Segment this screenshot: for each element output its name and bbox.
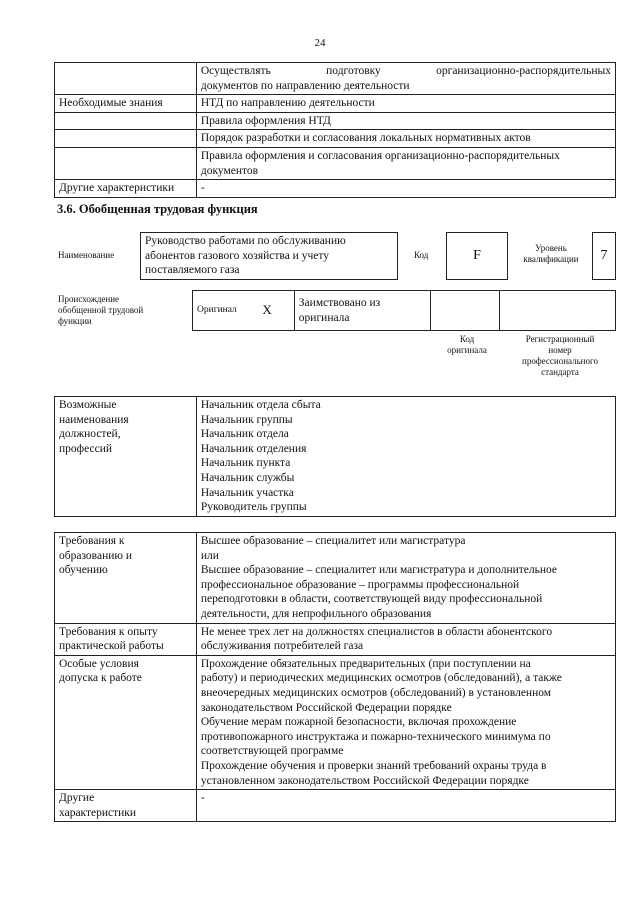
requirement-content-line: Высшее образование – специалитет или магистратура [200, 535, 466, 547]
position-item: Начальник группы [200, 413, 293, 426]
position-item: Начальник службы [200, 471, 295, 484]
level-value: 7 [600, 248, 608, 263]
requirement-content [196, 655, 615, 789]
position-item: Начальник пункта [200, 457, 291, 470]
code-caption [432, 334, 502, 356]
row-label-text: Другие характеристики [59, 182, 175, 195]
requirement-content-line: законодательством Российской Федерации порядке [200, 701, 452, 714]
origin-label [58, 294, 143, 327]
requirement-label-line: Требования к опыту [59, 625, 158, 638]
code-caption-line: оригинала [447, 345, 487, 355]
row-label [55, 180, 197, 198]
row-content-line: Порядок разработки и согласования локальных нормативных актов [200, 132, 531, 145]
requirement-label [55, 623, 197, 655]
row-content-line: документов [200, 164, 259, 177]
requirement-label-line: Другие [59, 792, 95, 805]
level-box [592, 232, 616, 280]
requirement-content-line: работу) и периодических медицинских осмотров (обследований), а также [200, 672, 562, 685]
row-content-line: НТД по направлению деятельности [200, 97, 375, 110]
code-value: F [473, 248, 481, 263]
requirement-content-line: Прохождение обязательных предварительных (при поступлении на [200, 657, 531, 670]
row-content-line: Правила оформления НТД [200, 114, 331, 127]
original-code-cell [430, 291, 500, 331]
page-number: 24 [314, 37, 326, 49]
requirement-content-line: соответствующей программе [200, 745, 344, 758]
requirement-content-line: деятельности, для непрофильного образования [200, 607, 432, 620]
requirements-table [54, 532, 616, 822]
requirement-content-line: Не менее трех лет на должностях специалистов в области абонентского [200, 625, 553, 638]
row-label [55, 147, 197, 179]
requirement-content-line: Обучение мерам пожарной безопасности, включая прохождение [200, 716, 517, 729]
requirement-label [55, 533, 197, 624]
borrowed-line: оригинала [298, 311, 350, 324]
positions-label [55, 397, 197, 517]
positions-label-line: Возможные [59, 399, 117, 411]
registration-caption-line: номер [548, 345, 572, 355]
positions-label-line: наименования [59, 413, 129, 426]
table-row [55, 63, 616, 95]
code-box [446, 232, 508, 280]
requirement-content-line: обслуживания потребителей газа [200, 640, 364, 653]
row-content [196, 147, 615, 179]
row-content [196, 95, 615, 113]
row-label [55, 63, 197, 95]
name-label: Наименование [58, 250, 115, 260]
row-content [196, 63, 615, 95]
row-content-line: документов по направлению деятельности [200, 79, 410, 92]
requirement-content-line: или [200, 549, 219, 562]
registration-caption [504, 334, 616, 378]
table-row [55, 655, 616, 789]
function-name-line: абонентов газового хозяйства и учету [145, 249, 329, 262]
table-row [55, 790, 616, 822]
requirement-content-line: внеочередных медицинских осмотров (обследований) в установленном [200, 686, 552, 699]
requirement-label [55, 790, 197, 822]
table-row [55, 95, 616, 113]
position-item: Начальник отдела [200, 428, 289, 441]
table-row [55, 180, 616, 198]
knowledge-table [54, 62, 616, 198]
registration-caption-line: стандарта [541, 367, 579, 377]
requirement-label-line: практической работы [59, 640, 164, 653]
table-row [55, 623, 616, 655]
code-caption-line: Код [459, 334, 475, 344]
row-label [55, 130, 197, 148]
borrowed-cell [294, 291, 430, 331]
row-content [196, 112, 615, 130]
original-cell [193, 291, 295, 331]
position-item: Начальник участка [200, 486, 294, 499]
row-label-text: Необходимые знания [59, 97, 163, 110]
requirement-label-line: допуска к работе [59, 672, 142, 685]
requirement-label-line: Особые условия [59, 657, 139, 670]
requirement-content-line: противопожарного инструктажа и пожарно-технического минимума по [200, 730, 551, 743]
section-heading: 3.6. Обобщенная трудовая функция [57, 202, 258, 216]
requirement-content-line: Высшее образование – специалитет или магистратура и дополнительное [200, 564, 558, 577]
requirement-label-line: Требования к [59, 535, 125, 547]
row-content-line: Правила оформления и согласования организационно-распорядительных [200, 149, 560, 162]
code-label: Код [414, 250, 429, 260]
requirement-label-line: образованию и [59, 549, 132, 562]
row-content [196, 180, 615, 198]
row-label [55, 95, 197, 113]
original-label: Оригинал [197, 305, 237, 316]
row-content-line: Осуществлять подготовку организационно-распорядительных [200, 65, 611, 77]
registration-caption-line: Регистрационный [525, 334, 595, 344]
origin-table [192, 290, 616, 331]
positions-label-line: должностей, [59, 428, 121, 441]
table-row [55, 112, 616, 130]
level-label-line: квалификации [523, 254, 579, 264]
positions-label-line: профессий [59, 442, 113, 455]
requirement-content [196, 533, 615, 624]
requirement-content-line: - [200, 792, 205, 805]
table-row [55, 533, 616, 624]
requirement-content-line: Прохождение обучения и проверки знаний требований охраны труда в [200, 759, 547, 772]
requirement-content-line: установленном законодательством Российской Федерации порядке [200, 774, 529, 787]
function-name-box [140, 232, 398, 280]
requirement-content-line: профессиональное образование – программы профессиональной [200, 578, 520, 591]
position-item: Руководитель группы [200, 501, 307, 514]
row-label [55, 112, 197, 130]
registration-caption-line: профессионального [522, 356, 598, 366]
row-content-line: - [200, 182, 205, 195]
borrowed-line: Заимствовано из [298, 296, 381, 309]
table-row [55, 147, 616, 179]
requirement-label-line: обучению [59, 564, 108, 577]
function-name-line: поставляемого газа [145, 264, 240, 277]
position-item: Начальник отделения [200, 442, 307, 455]
level-label [512, 243, 590, 265]
table-row [55, 130, 616, 148]
origin-label-line: функции [58, 316, 92, 326]
requirement-content [196, 623, 615, 655]
requirement-content [196, 790, 615, 822]
positions-table [54, 396, 616, 517]
original-mark: X [262, 302, 272, 318]
requirement-label-line: характеристики [59, 806, 137, 819]
registration-number-cell [500, 291, 616, 331]
position-item: Начальник отдела сбыта [200, 399, 321, 411]
positions-list [196, 397, 615, 517]
requirement-content-line: переподготовки в области, соответствующей виду профессиональной [200, 593, 543, 606]
row-content [196, 130, 615, 148]
level-label-line: Уровень [535, 243, 567, 253]
requirement-label [55, 655, 197, 789]
function-name-line: Руководство работами по обслуживанию [145, 235, 346, 247]
origin-label-line: Происхождение [58, 294, 120, 304]
origin-label-line: обобщенной трудовой [58, 305, 144, 315]
